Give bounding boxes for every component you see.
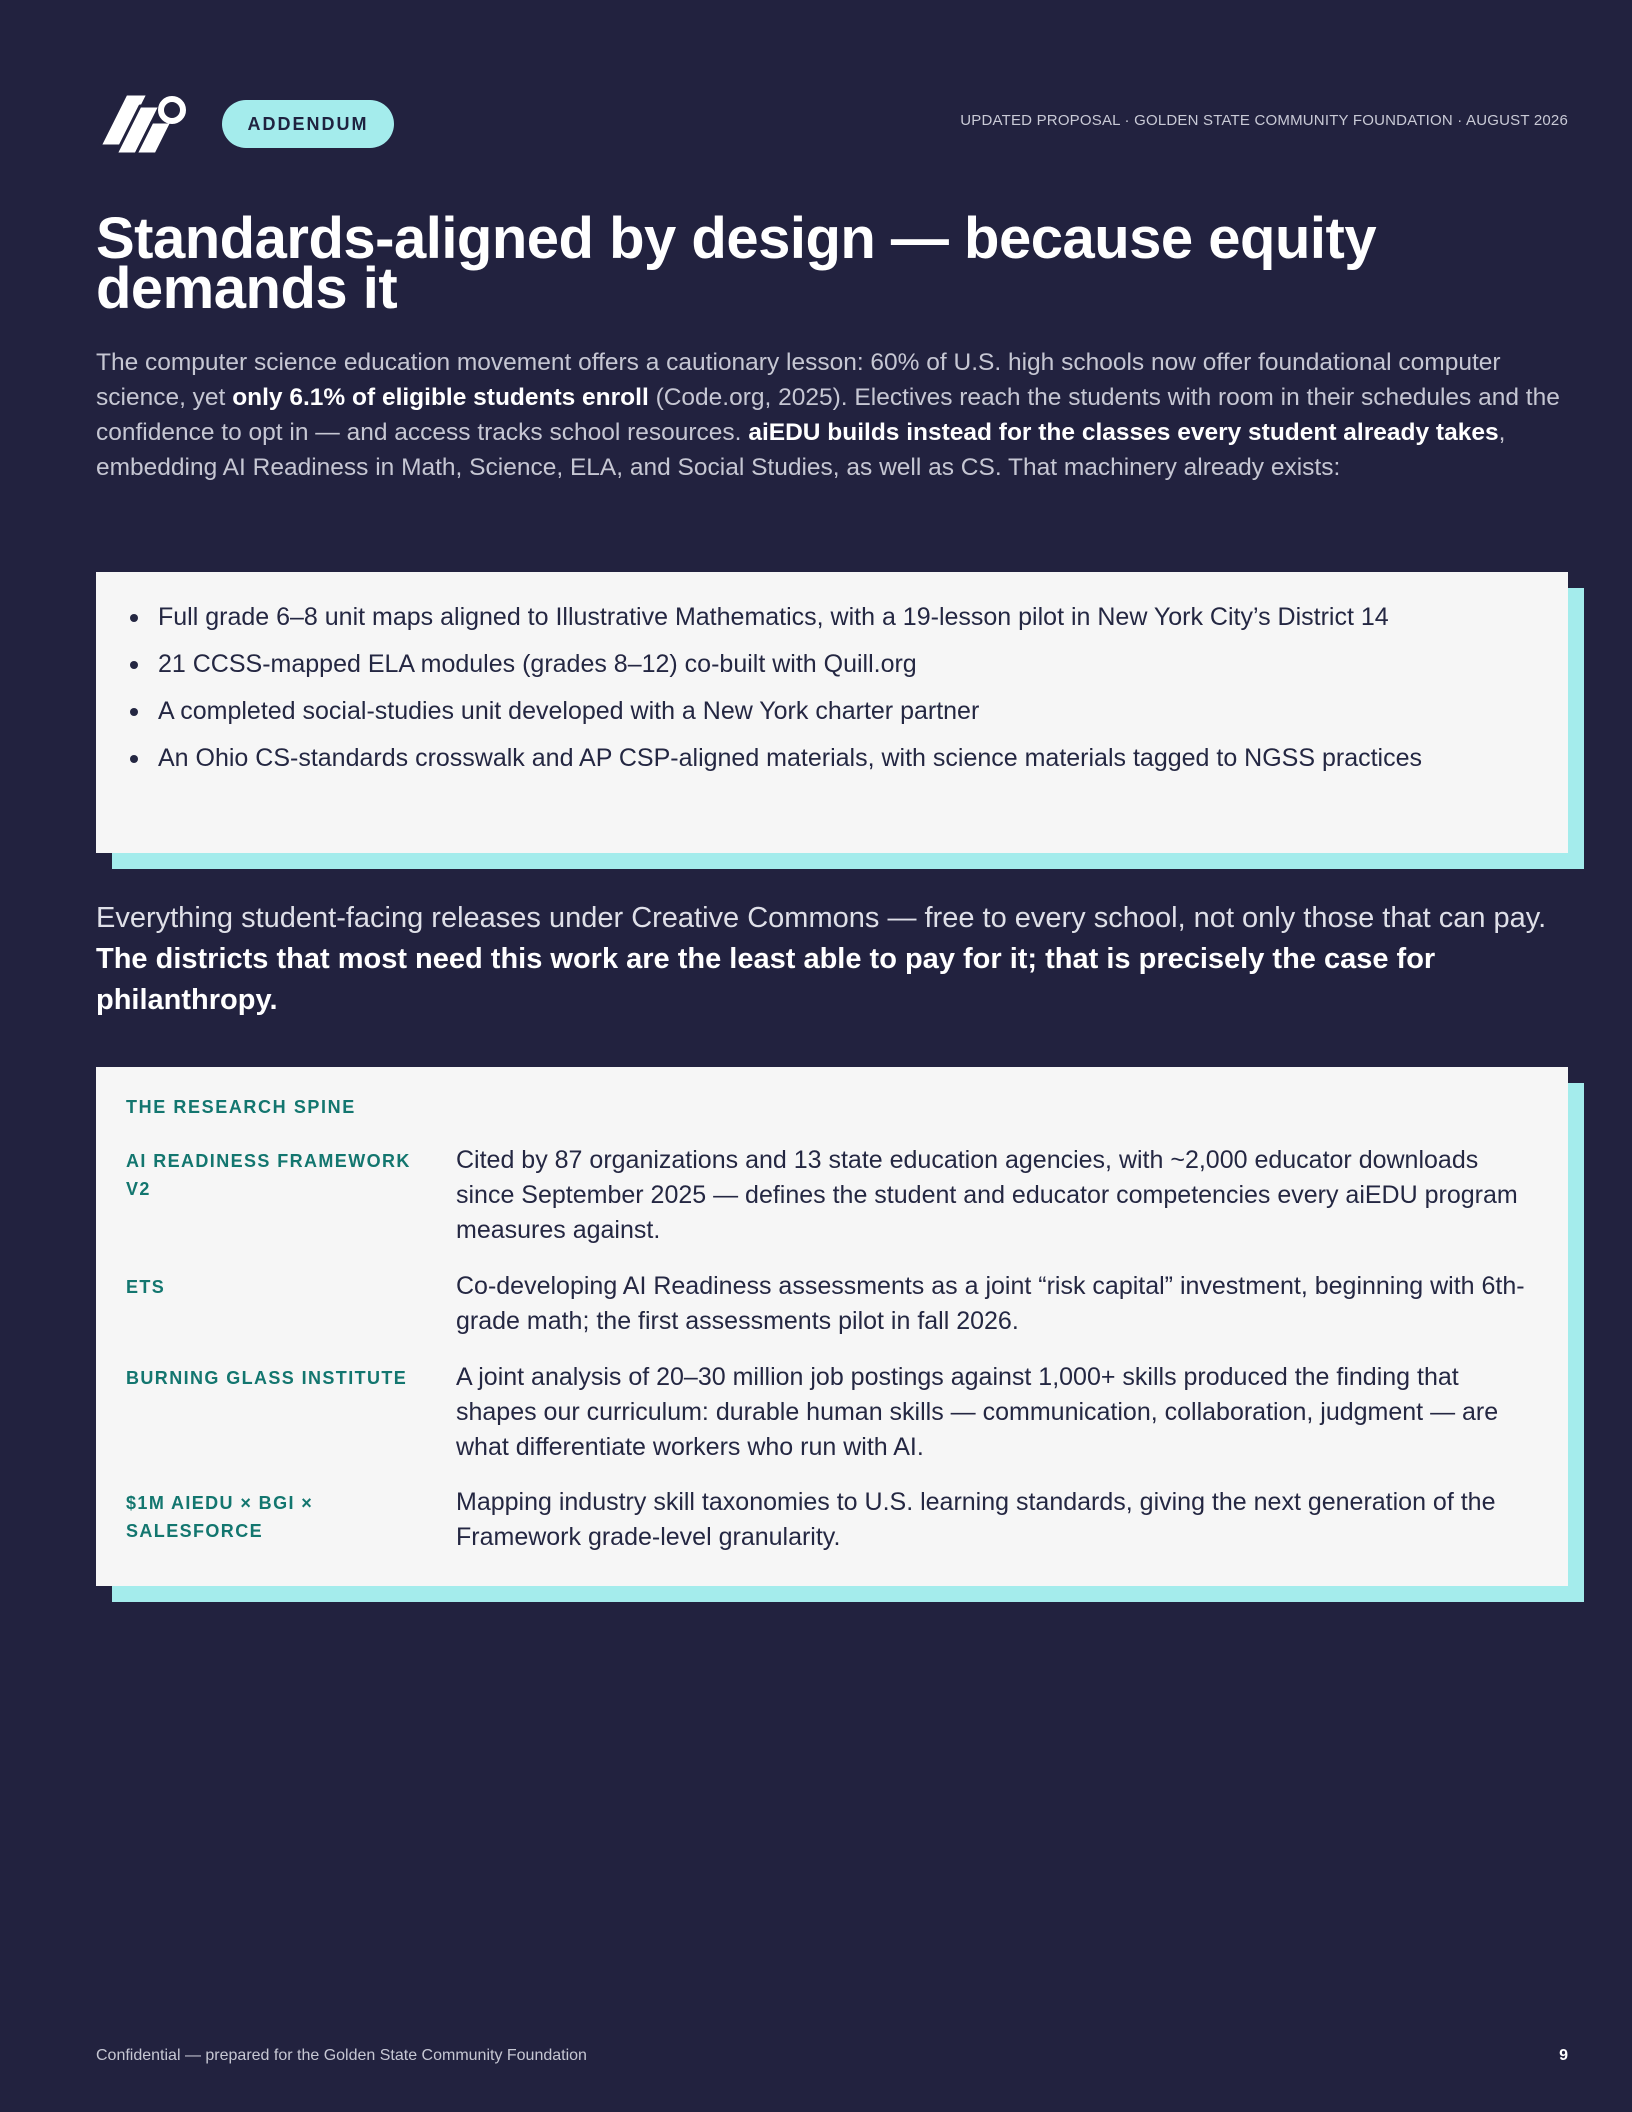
research-row-desc: Co-developing AI Readiness assessments as a joint “risk capital” investment, beginning with 6th-grade math; the first assessments pilot in fall 2026.	[456, 1272, 1525, 1335]
bullet-icon	[130, 708, 138, 716]
intro-paragraph	[96, 345, 1568, 485]
intro-emphasis: only 6.1% of eligible students enroll	[232, 384, 649, 411]
bullet-icon	[130, 614, 138, 622]
list-item-text: An Ohio CS-standards crosswalk and AP CSP-aligned materials, with science materials tagged to NGSS practices	[158, 744, 1423, 772]
list-item	[126, 741, 1546, 776]
claim-text: Everything student-facing releases under Creative Commons — free to every school, not only those that can pay.	[96, 902, 1547, 934]
list-item	[126, 647, 1546, 682]
research-row-label: BURNING GLASS INSTITUTE	[126, 1368, 408, 1388]
intro-text: (Code.org, 2025). Electives reach the students with room in their schedules and the confidence to opt in — and access tracks school resources.	[96, 384, 1560, 446]
intro-text: The computer science education movement offers a cautionary lesson: 60% of U.S. high schools now offer foundational computer science, yet	[96, 349, 1501, 411]
bullet-icon	[130, 755, 138, 763]
list-item-text: Full grade 6–8 unit maps aligned to Illustrative Mathematics, with a 19-lesson pilot in New York City’s District 14	[158, 603, 1389, 631]
aiedu-logo-icon	[96, 86, 188, 160]
page-number: 9	[1559, 2047, 1568, 2064]
research-row-desc: Cited by 87 organizations and 13 state education agencies, with ~2,000 educator downloads since September 2025 — defines the student and educator competencies every aiEDU program measures against.	[456, 1146, 1518, 1244]
card-body	[96, 1067, 1568, 1586]
philanthropy-claim	[96, 898, 1568, 1021]
bullet-icon	[130, 661, 138, 669]
intro-emphasis: aiEDU builds instead for the classes every student already takes	[748, 419, 1499, 446]
research-row-desc: A joint analysis of 20–30 million job postings against 1,000+ skills produced the finding that shapes our curriculum: durable human skills — communication, collaboration, judgment — are what differentiate workers who run with AI.	[456, 1363, 1499, 1461]
list-item	[126, 600, 1546, 635]
machinery-list	[126, 600, 1546, 788]
footer-confidential: Confidential — prepared for the Golden State Community Foundation	[96, 2047, 587, 2064]
addendum-badge: ADDENDUM	[222, 100, 394, 148]
research-spine-title: THE RESEARCH SPINE	[126, 1097, 356, 1117]
list-item-text: A completed social-studies unit developed with a New York charter partner	[158, 697, 980, 725]
list-item	[126, 694, 1546, 729]
card-body	[96, 572, 1568, 853]
research-row-label: $1M AIEDU × BGI × SALESFORCE	[126, 1493, 314, 1541]
page-title: Standards-aligned by design — because equity demands it	[96, 206, 1377, 321]
research-row-label: ETS	[126, 1277, 166, 1297]
page-header	[96, 86, 1568, 162]
research-spine-card	[96, 1067, 1568, 1586]
research-row-label: AI READINESS FRAMEWORK V2	[126, 1151, 411, 1199]
list-item-text: 21 CCSS-mapped ELA modules (grades 8–12) co-built with Quill.org	[158, 650, 917, 678]
machinery-card	[96, 572, 1568, 853]
claim-emphasis: The districts that most need this work are the least able to pay for it; that is precisely the case for philanthropy.	[96, 943, 1436, 1016]
research-row-desc: Mapping industry skill taxonomies to U.S. learning standards, giving the next generation of the Framework grade-level granularity.	[456, 1488, 1496, 1551]
intro-text: , embedding AI Readiness in Math, Science, ELA, and Social Studies, as well as CS. That machinery already exists:	[96, 419, 1506, 481]
document-meta: UPDATED PROPOSAL · GOLDEN STATE COMMUNITY FOUNDATION · AUGUST 2026	[960, 112, 1568, 129]
